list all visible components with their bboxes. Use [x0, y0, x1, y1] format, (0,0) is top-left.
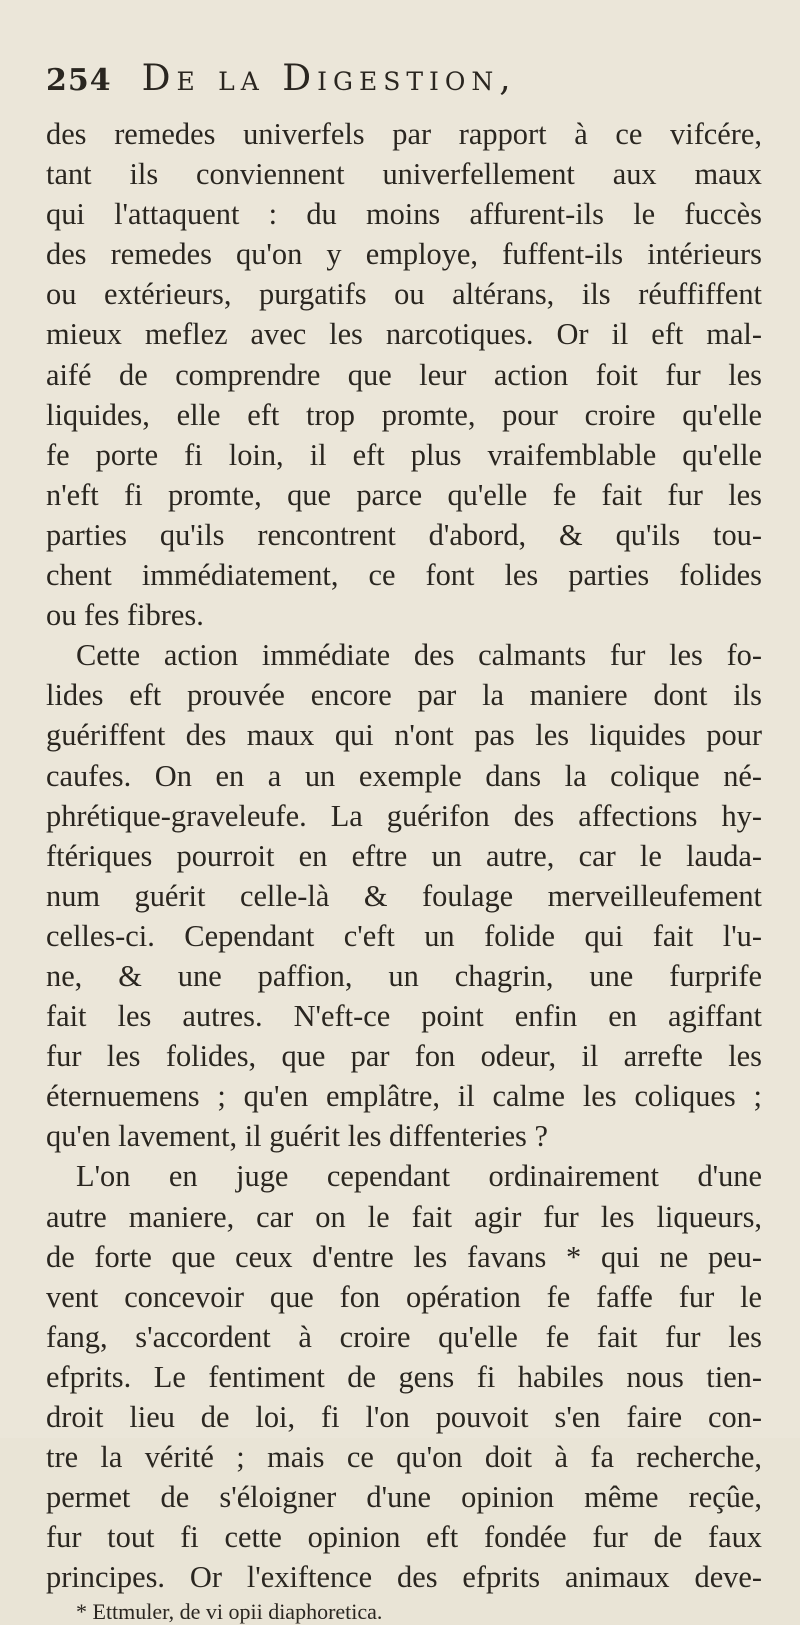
- text-line: parties qu'ils rencontrent d'abord, & qu'ils tou-: [46, 517, 762, 552]
- text-line: ou fes fibres.: [46, 598, 204, 633]
- text-line: fur tout fi cette opinion eft fondée fur de faux: [46, 1520, 762, 1555]
- text-line: chent immédiatement, ce font les parties folides: [46, 558, 762, 593]
- footnote: * Ettmuler, de vi opii diaphoretica.: [76, 1599, 383, 1625]
- body-text: [46, 114, 762, 1597]
- text-line: liquides, elle eft trop promte, pour croire qu'elle: [46, 397, 762, 432]
- text-line: fait les autres. N'eft-ce point enfin en agiffant: [46, 999, 762, 1034]
- text-line: permet de s'éloigner d'une opinion même reçûe,: [46, 1480, 762, 1515]
- text-line: ftériques pourroit en eftre un autre, car le lauda-: [46, 838, 762, 873]
- text-line: vent concevoir que fon opération fe faffe fur le: [46, 1279, 762, 1314]
- text-line: num guérit celle-là & foulage merveilleufement: [46, 878, 762, 913]
- text-line: fur les folides, que par fon odeur, il arrefte les: [46, 1039, 762, 1074]
- text-line: fe porte fi loin, il eft plus vraifemblable qu'elle: [46, 437, 762, 472]
- text-line: des remedes univerfels par rapport à ce vifcére,: [46, 117, 762, 151]
- text-line: fang, s'accordent à croire qu'elle fe fait fur les: [46, 1319, 762, 1354]
- text-line: éternuemens ; qu'en emplâtre, il calme les coliques ;: [46, 1079, 762, 1114]
- text-line: tre la vérité ; mais ce qu'on doit à fa recherche,: [46, 1440, 762, 1475]
- text-line: lides eft prouvée encore par la maniere dont ils: [46, 678, 762, 713]
- text-line: L'on en juge cependant ordinairement d'une: [76, 1159, 762, 1194]
- text-line: mieux meflez avec les narcotiques. Or il eft mal-: [46, 317, 762, 352]
- text-line: celles-ci. Cependant c'eft un folide qui fait l'u-: [46, 918, 762, 953]
- text-line: aifé de comprendre que leur action foit fur les: [46, 357, 762, 392]
- text-line: guériffent des maux qui n'ont pas les liquides pour: [46, 718, 762, 753]
- text-line: de forte que ceux d'entre les favans * qui ne peu-: [46, 1239, 762, 1274]
- text-line: des remedes qu'on y employe, fuffent-ils intérieurs: [46, 237, 762, 272]
- page-number: 254: [46, 63, 112, 98]
- text-line: principes. Or l'exiftence des efprits animaux deve-: [46, 1560, 762, 1595]
- text-line: Cette action immédiate des calmants fur les fo-: [76, 638, 762, 673]
- text-line: autre maniere, car on le fait agir fur les liqueurs,: [46, 1199, 762, 1234]
- text-line: qui l'attaquent : du moins affurent-ils le fuccès: [46, 197, 762, 232]
- text-line: caufes. On en a un exemple dans la colique né-: [46, 758, 762, 793]
- text-line: ou extérieurs, purgatifs ou altérans, ils réuffiffent: [46, 277, 762, 312]
- text-line: n'eft fi promte, que parce qu'elle fe fait fur les: [46, 477, 762, 512]
- text-line: phrétique-graveleufe. La guérifon des affections hy-: [46, 798, 762, 833]
- running-title: De la Digestion,: [141, 58, 517, 99]
- text-line: ne, & une paffion, un chagrin, une furprife: [46, 958, 762, 993]
- running-head: [46, 58, 762, 110]
- text-line: droit lieu de loi, fi l'on pouvoit s'en faire con-: [46, 1400, 762, 1434]
- text-line: efprits. Le fentiment de gens fi habiles nous tien-: [46, 1359, 762, 1394]
- text-line: qu'en lavement, il guérit les diffenteries ?: [46, 1119, 548, 1154]
- text-line: tant ils conviennent univerfellement aux maux: [46, 157, 762, 192]
